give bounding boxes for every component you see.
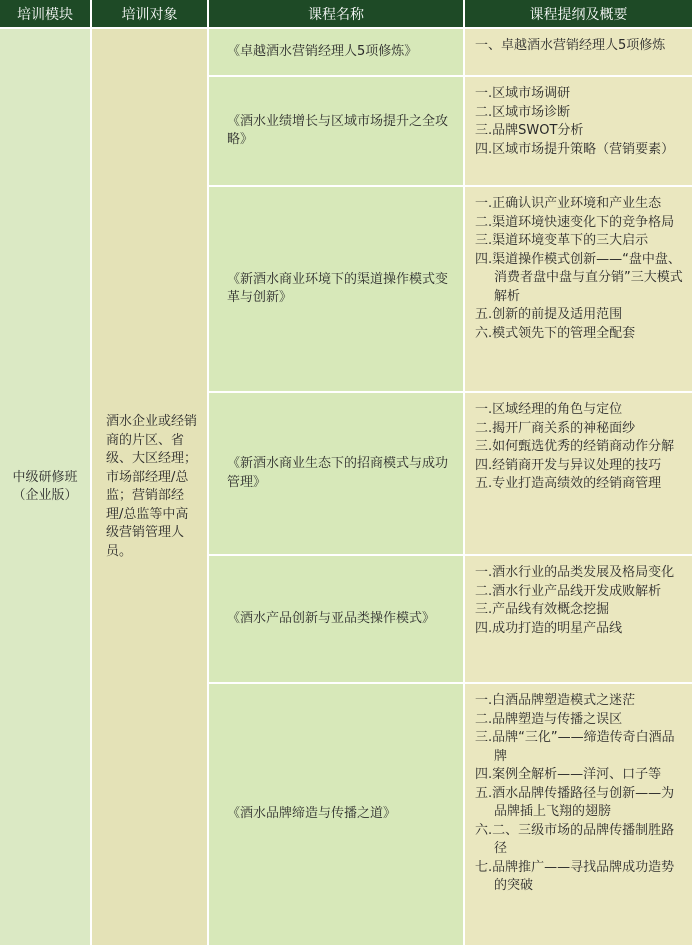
outline-item: 四.案例全解析——洋河、口子等: [475, 767, 662, 782]
course-name-cell: [209, 393, 465, 556]
outline-list: [475, 401, 686, 494]
outline-item: 二.品牌塑造与传播之误区: [475, 711, 623, 727]
outline-list: [475, 37, 686, 56]
outline-item: 二.区域市场诊断: [475, 104, 571, 120]
course-outline-cell: [465, 77, 692, 187]
outline-item: 二.揭开厂商关系的神秘面纱: [475, 420, 636, 436]
course-outline-cell: [465, 556, 692, 684]
audience-cell: [92, 29, 209, 947]
outline-item: 一.白酒品牌塑造模式之迷茫: [475, 693, 636, 708]
course-name-cell: [209, 684, 465, 947]
outline-list: [475, 692, 686, 896]
outline-item: 三.品牌SWOT分析: [475, 123, 584, 138]
outline-item: 二.酒水行业产品线开发成败解析: [475, 583, 662, 599]
header-audience: 培训对象: [92, 0, 209, 29]
outline-item: 二.渠道环境快速变化下的竞争格局: [475, 214, 675, 230]
course-outline-cell: [465, 684, 692, 947]
course-outline-cell: [465, 187, 692, 393]
outline-item: 一.区域市场调研: [475, 86, 571, 101]
outline-item: 三.品牌“三化”——缔造传奇白酒品牌: [475, 730, 675, 764]
course-outline-cell: [465, 393, 692, 556]
header-outline: 课程提纲及概要: [465, 0, 692, 29]
course-name: 《新酒水商业环境下的渠道操作模式变革与创新》: [227, 271, 449, 305]
course-outline-cell: [465, 29, 692, 77]
outline-item: 一.正确认识产业环境和产业生态: [475, 196, 662, 211]
course-name-cell: [209, 187, 465, 393]
outline-item: 三.如何甄选优秀的经销商动作分解: [475, 439, 675, 454]
course-name: 《酒水产品创新与亚品类操作模式》: [227, 610, 436, 626]
outline-item: 四.成功打造的明星产品线: [475, 620, 623, 636]
outline-item: 一、卓越酒水营销经理人5项修炼: [475, 38, 666, 53]
course-name-cell: [209, 29, 465, 77]
outline-list: [475, 564, 686, 638]
module-text: 中级研修班（企业版）: [12, 469, 78, 503]
course-name: 《酒水业绩增长与区域市场提升之全攻略》: [227, 113, 449, 147]
course-name-cell: [209, 556, 465, 684]
table-bottom-margin: [0, 947, 692, 951]
outline-list: [475, 85, 686, 159]
outline-item: 三.产品线有效概念挖掘: [475, 602, 610, 617]
course-name-cell: [209, 77, 465, 187]
outline-item: 五.创新的前提及适用范围: [475, 307, 623, 322]
outline-item: 四.渠道操作模式创新——“盘中盘、消费者盘中盘与直分销”三大模式解析: [475, 251, 683, 304]
outline-item: 三.渠道环境变革下的三大启示: [475, 233, 649, 248]
outline-item: 四.区域市场提升策略（营销要素）: [475, 141, 675, 157]
module-cell: [0, 29, 92, 947]
outline-item: 一.酒水行业的品类发展及格局变化: [475, 565, 675, 580]
outline-item: 五.酒水品牌传播路径与创新——为品牌插上飞翔的翅膀: [475, 785, 675, 819]
audience-text: 酒水企业或经销商的片区、省级、大区经理；市场部经理/总监；营销部经理/总监等中高级营销管理人员。: [106, 414, 198, 559]
header-module: 培训模块: [0, 0, 92, 29]
course-name: 《卓越酒水营销经理人5项修炼》: [227, 43, 418, 59]
course-name: 《新酒水商业生态下的招商模式与成功管理》: [227, 456, 449, 490]
outline-item: 四.经销商开发与异议处理的技巧: [475, 457, 662, 473]
outline-item: 五.专业打造高绩效的经销商管理: [475, 476, 662, 491]
course-name: 《酒水品牌缔造与传播之道》: [227, 806, 397, 822]
outline-item: 六.模式领先下的管理全配套: [475, 325, 636, 341]
header-course-name: 课程名称: [209, 0, 465, 29]
outline-list: [475, 195, 686, 343]
outline-item: 七.品牌推广——寻找品牌成功造势的突破: [475, 859, 675, 893]
outline-item: 六.二、三级市场的品牌传播制胜路径: [475, 822, 675, 856]
outline-item: 一.区域经理的角色与定位: [475, 402, 623, 417]
